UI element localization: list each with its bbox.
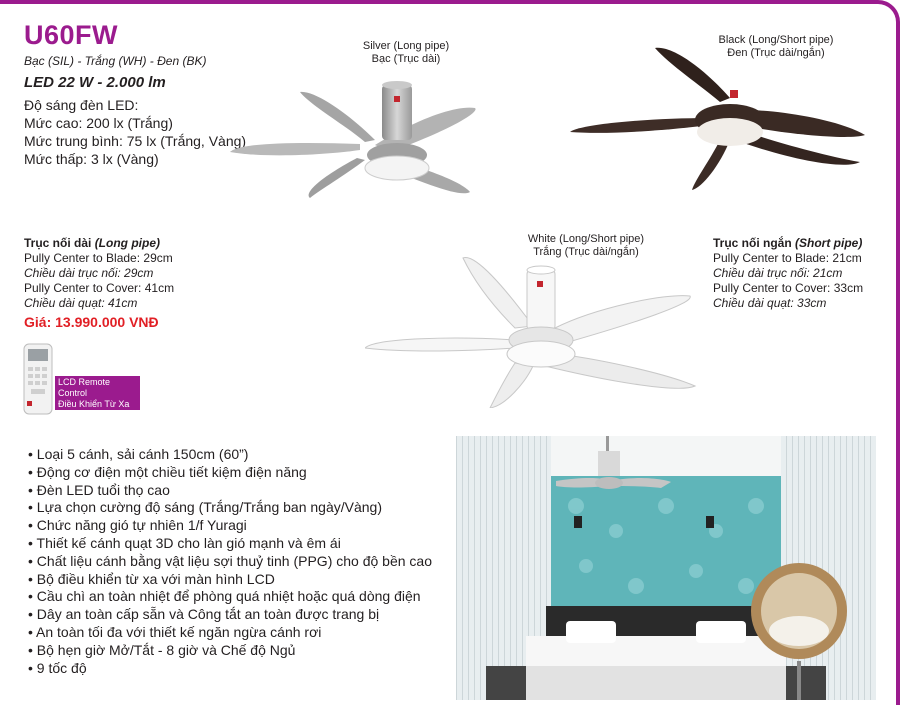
feature-item: • Loại 5 cánh, sải cánh 150cm (60”) <box>28 446 249 462</box>
model-title: U60FW <box>24 20 119 50</box>
remote-control-image <box>23 343 53 415</box>
white-caption-en: White (Long/Short pipe) <box>527 233 645 245</box>
silver-caption-vi: Bạc (Trục dài) <box>371 53 441 65</box>
short-pipe-spec <box>713 236 863 311</box>
feature-item: • Thiết kế cánh quạt 3D cho làn gió mạnh và êm ái <box>28 534 341 551</box>
short-pipe-pully-blade: Pully Center to Blade: 21cm <box>713 251 862 265</box>
short-pipe-heading <box>713 236 863 251</box>
long-pipe-fan-length: Chiều dài quạt: 41cm <box>24 296 138 310</box>
brightness-heading: Độ sáng đèn LED: <box>24 97 139 113</box>
feature-item: • Chất liệu cánh bằng vật liệu sợi thuỷ tinh (PPG) cho độ bền cao <box>28 552 432 569</box>
long-pipe-spec <box>24 236 174 311</box>
long-pipe-heading-italic: (Long pipe) <box>94 236 161 250</box>
long-pipe-heading <box>24 236 174 251</box>
feature-item: • Động cơ điện một chiều tiết kiệm điện năng <box>28 463 307 480</box>
silver-fan-image <box>225 80 495 200</box>
feature-item: • Cầu chì an toàn nhiệt để phòng quá nhiệt hoặc quá dòng điện <box>28 588 421 605</box>
brightness-high: Mức cao: 200 lx (Trắng) <box>24 115 173 131</box>
black-caption-en: Black (Long/Short pipe) <box>718 34 834 46</box>
short-pipe-pully-cover: Pully Center to Cover: 33cm <box>713 281 864 295</box>
bedroom-photo <box>456 436 876 700</box>
color-variants: Bạc (SIL) - Trắng (WH) - Đen (BK) <box>24 54 207 68</box>
short-pipe-heading-italic: (Short pipe) <box>795 236 863 250</box>
remote-label-line2: Điều Khiển Từ Xa <box>58 399 130 409</box>
black-caption-vi: Đen (Trục dài/ngắn) <box>727 47 825 59</box>
long-pipe-pully-blade: Pully Center to Blade: 29cm <box>24 251 173 265</box>
feature-item: • Bộ điều khiển từ xa với màn hình LCD <box>28 570 275 587</box>
brightness-spec <box>24 96 246 168</box>
silver-caption <box>356 40 456 66</box>
white-fan-image <box>365 248 700 408</box>
silver-caption-en: Silver (Long pipe) <box>362 40 450 52</box>
short-pipe-length: Chiều dài trục nối: 21cm <box>713 266 843 280</box>
feature-list <box>28 446 432 677</box>
remote-label <box>55 376 140 420</box>
feature-item: • Bộ hẹn giờ Mở/Tắt - 8 giờ và Chế độ Ngủ <box>28 641 296 658</box>
remote-label-line1: LCD Remote Control <box>58 377 111 398</box>
short-pipe-heading-text: Trục nối ngắn <box>713 236 796 250</box>
remote-label-line3: Màn Hình LCD <box>58 410 118 420</box>
long-pipe-length: Chiều dài trục nối: 29cm <box>24 266 154 280</box>
led-spec: LED 22 W - 2.000 lm <box>24 74 166 91</box>
black-fan-image <box>570 40 870 190</box>
short-pipe-fan-length: Chiều dài quạt: 33cm <box>713 296 827 310</box>
feature-item: • Đèn LED tuổi thọ cao <box>28 481 170 498</box>
long-pipe-heading-text: Trục nối dài <box>24 236 95 250</box>
price: Giá: 13.990.000 VNĐ <box>24 314 159 330</box>
brightness-medium: Mức trung bình: 75 lx (Trắng, Vàng) <box>24 133 247 149</box>
white-caption-vi: Trắng (Trục dài/ngắn) <box>533 246 639 258</box>
feature-item: • 9 tốc độ <box>28 659 87 676</box>
feature-item: • An toàn tối đa với thiết kế ngăn ngừa cánh rơi <box>28 623 322 640</box>
feature-item: • Lựa chọn cường độ sáng (Trắng/Trắng ban ngày/Vàng) <box>28 499 382 516</box>
long-pipe-pully-cover: Pully Center to Cover: 41cm <box>24 281 175 295</box>
brightness-low: Mức thấp: 3 lx (Vàng) <box>24 151 159 167</box>
feature-item: • Chức năng gió tự nhiên 1/f Yuragi <box>28 517 247 534</box>
feature-item: • Dây an toàn cấp sẵn và Công tắt an toàn được trang bị <box>28 606 380 623</box>
